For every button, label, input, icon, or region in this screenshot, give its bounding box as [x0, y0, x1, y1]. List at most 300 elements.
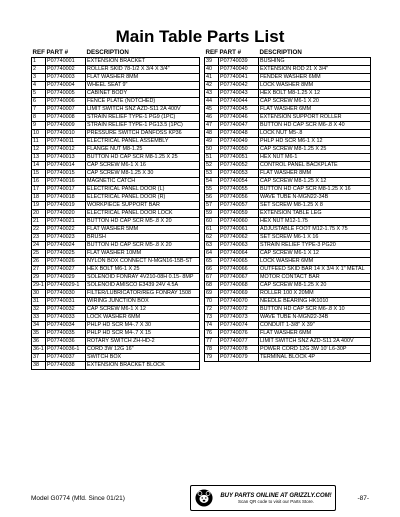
description-cell: CAP SCREW M8-1.25 X 25	[259, 146, 371, 154]
ref-cell: 9	[32, 122, 46, 130]
part-number-cell: P07740034	[46, 322, 86, 330]
ref-cell: 42	[205, 82, 219, 90]
description-cell: CAP SCREW M6-1 X 16	[86, 162, 200, 170]
description-cell: FLAT WASHER 5MM	[86, 226, 200, 234]
ref-cell: 14	[32, 162, 46, 170]
description-cell: ROLLER SKID 78-1/2 X 3/4 X 3/4"	[86, 66, 200, 74]
table-header-row	[205, 49, 371, 58]
table-row	[205, 266, 371, 274]
table-row	[32, 362, 200, 370]
table-row	[32, 354, 200, 362]
description-cell: HEX NUT M12-1.75	[259, 218, 371, 226]
table-row	[32, 74, 200, 82]
description-cell: WIRING JUNCTION BOX	[86, 298, 200, 306]
table-row	[205, 258, 371, 266]
ref-cell: 57	[205, 202, 219, 210]
description-cell: CONTROL PANEL BACKPLATE	[259, 162, 371, 170]
description-cell: WAVE TUBE N-MGN22-34B	[259, 194, 371, 202]
description-cell: MOTOR CONTACT BAR	[259, 274, 371, 282]
table-row	[32, 298, 200, 306]
description-cell: BUTTON HD CAP SCR M8-1.25 X 25	[86, 154, 200, 162]
ref-cell: 49	[205, 138, 219, 146]
description-cell: BUTTON HD CAP SCR M5-.8 X 20	[86, 242, 200, 250]
ref-cell: 68	[205, 282, 219, 290]
table-row	[32, 138, 200, 146]
ref-cell: 20	[32, 210, 46, 218]
part-number-cell: P07740007	[46, 106, 86, 114]
description-cell: WHEEL SEAT 9"	[86, 82, 200, 90]
description-cell: FLANGE NUT M8-1.25	[86, 146, 200, 154]
table-row	[205, 242, 371, 250]
table-row	[32, 114, 200, 122]
part-number-cell: P07740019	[46, 202, 86, 210]
ref-cell: 76	[205, 330, 219, 338]
description-cell: HEX BOLT M6-1 X 25	[86, 266, 200, 274]
ref-cell: 63	[205, 242, 219, 250]
table-row	[205, 186, 371, 194]
description-cell: EXTENSION ROD 21 X 3/4"	[259, 66, 371, 74]
ref-cell: 15	[32, 170, 46, 178]
ref-cell: 65	[205, 258, 219, 266]
table-row	[32, 266, 200, 274]
table-row	[32, 90, 200, 98]
description-cell: CABINET BODY	[86, 90, 200, 98]
table-row	[32, 258, 200, 266]
description-cell: FENDER WASHER 6MM	[259, 74, 371, 82]
ref-cell: 55	[205, 186, 219, 194]
part-number-cell: P07740023	[46, 234, 86, 242]
description-cell: PRESSURE SWITCH DANFOSS KP36	[86, 130, 200, 138]
part-number-cell: P07740054	[219, 178, 259, 186]
description-cell: PHLP HD SCR M4-.7 X 15	[86, 330, 200, 338]
ref-cell: 5	[32, 90, 46, 98]
part-number-cell: P07740002	[46, 66, 86, 74]
description-cell: NYLON BOX CONNECT N-MGN16-15B-ST	[86, 258, 200, 266]
table-row	[32, 234, 200, 242]
description-cell: BUTTON HD CAP SCR M8-1.25 X 16	[259, 186, 371, 194]
part-number-cell: P07740015	[46, 170, 86, 178]
table-row	[32, 82, 200, 90]
ref-cell: 40	[205, 66, 219, 74]
part-number-cell: P07740033	[46, 314, 86, 322]
table-row	[205, 290, 371, 298]
table-row	[205, 322, 371, 330]
description-cell: BRUSH	[86, 234, 200, 242]
ref-cell: 78	[205, 346, 219, 354]
ref-cell: 59	[205, 210, 219, 218]
table-row	[205, 98, 371, 106]
table-row	[205, 74, 371, 82]
table-row	[32, 314, 200, 322]
table-row	[32, 290, 200, 298]
part-number-cell: P07740068	[219, 282, 259, 290]
parts-store-banner[interactable]	[190, 485, 336, 511]
description-cell: FLAT WASHER 6MM	[259, 106, 371, 114]
ref-cell: 53	[205, 170, 219, 178]
description-cell: EXTENSION BRACKET BLOCK	[86, 362, 200, 370]
ref-header: REF	[32, 49, 45, 56]
table-row	[32, 162, 200, 170]
banner-headline: BUY PARTS ONLINE AT GRIZZLY.COM!	[220, 492, 332, 499]
part-number-cell: P07740066	[219, 266, 259, 274]
table-row	[32, 338, 200, 346]
description-cell: CAP SCREW M8-1.25 X 12	[259, 178, 371, 186]
part-number-cell: P07740036	[46, 338, 86, 346]
ref-cell: 18	[32, 194, 46, 202]
part-number-cell: P07740024	[46, 242, 86, 250]
part-number-cell: P07740044	[219, 98, 259, 106]
ref-cell: 54	[205, 178, 219, 186]
description-cell: LIMIT SWITCH SNZ AZD-S11 2A 400V	[259, 338, 371, 346]
part-number-cell: P07740027	[46, 266, 86, 274]
table-row	[32, 346, 200, 354]
ref-cell: 30	[32, 290, 46, 298]
part-number-cell: P07740064	[219, 250, 259, 258]
ref-cell: 6	[32, 98, 46, 106]
part-number-cell: P07740016	[46, 178, 86, 186]
part-number-cell: P07740037	[46, 354, 86, 362]
table-row	[205, 226, 371, 234]
ref-cell: 25	[32, 250, 46, 258]
part-number-cell: P07740013	[46, 154, 86, 162]
table-row	[32, 274, 200, 282]
page-title: Main Table Parts List	[115, 27, 285, 46]
ref-cell: 23	[32, 234, 46, 242]
ref-cell: 70	[205, 298, 219, 306]
ref-cell: 2	[32, 66, 46, 74]
description-cell: FENCE PLATE (NOTCHED)	[86, 98, 200, 106]
description-cell: WAVE TUBE N-MGN22-34B	[259, 314, 371, 322]
ref-cell: 44	[205, 98, 219, 106]
description-cell: LOCK WASHER 6MM	[86, 314, 200, 322]
part-number-cell: P07740004	[46, 82, 86, 90]
description-cell: BUSHING	[259, 58, 371, 66]
table-row	[205, 170, 371, 178]
part-number-cell: P07740025	[46, 250, 86, 258]
ref-cell: 29-1	[33, 282, 44, 288]
table-row	[32, 306, 200, 314]
part-number-cell: P07740010	[46, 130, 86, 138]
part-number-cell: P07740001	[46, 58, 86, 66]
table-row	[205, 338, 371, 346]
description-cell: ROTARY SWITCH ZH-HD-2	[86, 338, 200, 346]
part-number-cell: P07740059	[219, 210, 259, 218]
ref-cell: 11	[32, 138, 46, 146]
parts-table-left	[31, 49, 200, 370]
part-number-cell: P07740079	[219, 354, 259, 362]
ref-cell: 67	[205, 274, 219, 282]
description-cell: ELECTRICAL PANEL DOOR LOCK	[86, 210, 200, 218]
part-number-cell: P07740053	[219, 170, 259, 178]
table-row	[205, 58, 371, 66]
description-cell: CAP SCREW M6-1 X 20	[259, 98, 371, 106]
ref-cell: 43	[205, 90, 219, 98]
ref-cell: 62	[205, 234, 219, 242]
table-row	[32, 66, 200, 74]
table-row	[32, 218, 200, 226]
part-number-cell: P07740003	[46, 74, 86, 82]
description-cell: LOCK WASHER 6MM	[259, 258, 371, 266]
part-number-cell: P07740005	[46, 90, 86, 98]
part-number-cell: P07740021	[46, 218, 86, 226]
part-number-cell: P07740067	[219, 274, 259, 282]
ref-cell: 48	[205, 130, 219, 138]
description-cell: EXTENSION SUPPORT ROLLER	[259, 114, 371, 122]
table-row	[205, 178, 371, 186]
part-number-cell: P07740055	[219, 186, 259, 194]
part-number-cell: P07740043	[219, 90, 259, 98]
ref-cell: 45	[205, 106, 219, 114]
ref-cell: 1	[32, 58, 46, 66]
description-cell: HEX BOLT M8-1.25 X 12	[259, 90, 371, 98]
ref-cell: 12	[32, 146, 46, 154]
part-header: PART #	[219, 49, 242, 56]
ref-cell: 52	[205, 162, 219, 170]
ref-cell: 50	[205, 146, 219, 154]
table-row	[205, 346, 371, 354]
part-number-cell: P07740047	[219, 122, 259, 130]
description-cell: SOLENOID AMISCO E3439 24V 4.5A	[86, 282, 200, 290]
banner-subtext: Scan QR code to visit our Parts Store.	[237, 498, 315, 504]
ref-cell: 16	[32, 178, 46, 186]
part-number-cell: P07740011	[46, 138, 86, 146]
part-number-cell: P07740020	[46, 210, 86, 218]
table-row	[205, 90, 371, 98]
table-row	[205, 210, 371, 218]
table-row	[32, 226, 200, 234]
table-row	[205, 138, 371, 146]
part-number-cell: P07740030	[46, 290, 86, 298]
ref-cell: 35	[32, 330, 46, 338]
table-row	[32, 58, 200, 66]
description-cell: WORKPIECE SUPPORT BAR	[86, 202, 200, 210]
description-cell: NEEDLE BEARING HK1010	[259, 298, 371, 306]
description-cell: CAP SCREW M6-1 X 12	[86, 306, 200, 314]
description-cell: STRAIN RELIEF TYPE-1 PG9 (1PC)	[86, 114, 200, 122]
part-number-cell: P07740065	[219, 258, 259, 266]
table-row	[32, 170, 200, 178]
part-number-cell: P07740038	[46, 362, 86, 370]
ref-cell: 10	[32, 130, 46, 138]
table-row	[205, 130, 371, 138]
table-row	[205, 250, 371, 258]
ref-cell: 41	[205, 74, 219, 82]
ref-cell: 36-1	[33, 346, 44, 352]
ref-cell: 38	[32, 362, 46, 370]
part-number-cell: P07740050	[219, 146, 259, 154]
table-row	[205, 274, 371, 282]
part-number-cell: P07740018	[46, 194, 86, 202]
description-cell: CAP SCREW M8-1.25 X 30	[86, 170, 200, 178]
part-number-cell: P07740049	[219, 138, 259, 146]
description-cell: BUTTON HD CAP SCR M6-.8 X 40	[259, 122, 371, 130]
part-number-cell: P07740017	[46, 186, 86, 194]
part-number-cell: P07740062	[219, 234, 259, 242]
part-number-cell: P07740045	[219, 106, 259, 114]
ref-cell: 47	[205, 122, 219, 130]
ref-cell: 4	[32, 82, 46, 90]
description-cell: EXTENSION TABLE LEG	[259, 210, 371, 218]
ref-cell: 13	[32, 154, 46, 162]
description-header: DESCRIPTION	[259, 49, 302, 56]
part-number-cell: P07740022	[46, 226, 86, 234]
part-number-cell: P07740069	[219, 290, 259, 298]
description-cell: CONDUIT 1-3/8" X 39"	[259, 322, 371, 330]
table-row	[32, 210, 200, 218]
part-number-cell: P07740072	[219, 306, 259, 314]
ref-cell: 74	[205, 322, 219, 330]
ref-cell: 21	[32, 218, 46, 226]
table-row	[205, 314, 371, 322]
ref-cell: 72	[205, 306, 219, 314]
table-row	[32, 186, 200, 194]
part-number-cell: P07740046	[219, 114, 259, 122]
ref-cell: 7	[32, 106, 46, 114]
part-number-cell: P07740051	[219, 154, 259, 162]
part-number-cell: P07740076	[219, 330, 259, 338]
table-row	[32, 194, 200, 202]
description-cell: LOCK WASHER 8MM	[259, 82, 371, 90]
table-row	[32, 202, 200, 210]
ref-cell: 36	[32, 338, 46, 346]
table-row	[205, 122, 371, 130]
description-cell: ELECTRICAL PANEL ASSEMBLY	[86, 138, 200, 146]
description-cell: BUTTON HD CAP SCR M6-.8 X 10	[259, 306, 371, 314]
ref-cell: 46	[205, 114, 219, 122]
description-cell: HEX NUT M6-1	[259, 154, 371, 162]
part-number-cell: P07740060	[219, 218, 259, 226]
ref-cell: 51	[205, 154, 219, 162]
part-number-cell: P07740056	[219, 194, 259, 202]
part-number-cell: P07740063	[219, 242, 259, 250]
ref-cell: 37	[32, 354, 46, 362]
ref-cell: 27	[32, 266, 46, 274]
part-number-cell: P07740006	[46, 98, 86, 106]
part-number-cell: P07740048	[219, 130, 259, 138]
table-row	[205, 234, 371, 242]
part-number-cell: P07740074	[219, 322, 259, 330]
table-row	[205, 282, 371, 290]
description-cell: CAP SCREW M8-1.25 X 20	[259, 282, 371, 290]
description-cell: TERMINAL BLOCK 4P	[259, 354, 371, 362]
ref-cell: 73	[205, 314, 219, 322]
ref-cell: 32	[32, 306, 46, 314]
part-number-cell: P07740009	[46, 122, 86, 130]
description-cell: FLAT WASHER 10MM	[86, 250, 200, 258]
table-row	[205, 154, 371, 162]
part-number-cell: P07740041	[219, 74, 259, 82]
part-number-cell: P07740035	[46, 330, 86, 338]
model-footer: Model G0774 (Mfd. Since 01/21)	[31, 495, 125, 502]
description-cell: STRAIN RELIEF TYPE-1 PG13.5 (1PC)	[86, 122, 200, 130]
page-number: -87-	[357, 495, 369, 502]
part-number-cell: P07740039	[219, 58, 259, 66]
part-number-cell: P07740036-1	[46, 346, 86, 354]
table-row	[32, 98, 200, 106]
part-number-cell: P07740026	[46, 258, 86, 266]
ref-cell: 66	[205, 266, 219, 274]
description-cell: EXTENSION BRACKET	[86, 58, 200, 66]
table-row	[32, 250, 200, 258]
part-number-cell: P07740029	[46, 274, 86, 282]
description-cell: FLAT WASHER 8MM	[259, 170, 371, 178]
description-cell: ADJUSTABLE FOOT M12-1.75 X 75	[259, 226, 371, 234]
description-cell: PHLP HD SCR M6-1 X 12	[259, 138, 371, 146]
description-cell: ELECTRICAL PANEL DOOR (L)	[86, 186, 200, 194]
description-cell: MAGNETIC CATCH	[86, 178, 200, 186]
table-header-row	[32, 49, 200, 58]
description-cell: OUTFEED SKID BAR 14 X 3/4 X 1" METAL	[259, 266, 371, 274]
description-cell: LIMIT SWITCH SNZ AZD-S11 2A 400V	[86, 106, 200, 114]
description-cell: ROLLER 100 X 20MM	[259, 290, 371, 298]
part-number-cell: P07740012	[46, 146, 86, 154]
part-header: PART #	[46, 49, 69, 56]
part-number-cell: P07740032	[46, 306, 86, 314]
part-number-cell: P07740078	[219, 346, 259, 354]
ref-cell: 77	[205, 338, 219, 346]
table-row	[32, 330, 200, 338]
table-row	[205, 306, 371, 314]
table-row	[32, 322, 200, 330]
table-row	[205, 162, 371, 170]
table-row	[32, 146, 200, 154]
table-row	[205, 66, 371, 74]
ref-header: REF	[205, 49, 218, 56]
ref-cell: 69	[205, 290, 219, 298]
table-row	[32, 242, 200, 250]
description-cell: BUTTON HD CAP SCR M5-.8 X 20	[86, 218, 200, 226]
description-cell: LOCK NUT M5-.8	[259, 130, 371, 138]
description-cell: ELECTRICAL PANEL DOOR (R)	[86, 194, 200, 202]
part-number-cell: P07740073	[219, 314, 259, 322]
ref-cell: 39	[205, 58, 219, 66]
part-number-cell: P07740042	[219, 82, 259, 90]
ref-cell: 64	[205, 250, 219, 258]
description-cell: FLAT WASHER 8MM	[86, 74, 200, 82]
ref-cell: 33	[32, 314, 46, 322]
part-number-cell: P07740061	[219, 226, 259, 234]
part-number-cell: P07740077	[219, 338, 259, 346]
grizzly-bear-logo-icon	[195, 489, 213, 507]
description-cell: POWER CORD 12G 3W 10' L6-30P	[259, 346, 371, 354]
ref-cell: 8	[32, 114, 46, 122]
description-cell: STRAIN RELIEF TYPE-3 PG20	[259, 242, 371, 250]
part-number-cell: P07740029-1	[46, 282, 86, 290]
table-row	[205, 82, 371, 90]
ref-cell: 3	[32, 74, 46, 82]
parts-table-right	[204, 49, 371, 362]
ref-cell: 24	[32, 242, 46, 250]
description-cell: FILTER/LUBRICATOR/REG FONRAY 1508	[86, 290, 200, 298]
description-cell: PHLP HD SCR M4-.7 X 30	[86, 322, 200, 330]
table-row	[32, 130, 200, 138]
part-number-cell: P07740052	[219, 162, 259, 170]
table-row	[32, 282, 200, 290]
table-row	[205, 202, 371, 210]
ref-cell: 29	[32, 274, 46, 282]
description-cell: CORD 3W 12G 16"	[86, 346, 200, 354]
ref-cell: 79	[205, 354, 219, 362]
description-cell: SOLENOID FONRAY 4V210-08H 0.15- 8MP	[86, 274, 200, 282]
table-row	[205, 106, 371, 114]
table-row	[205, 330, 371, 338]
table-row	[205, 114, 371, 122]
ref-cell: 22	[32, 226, 46, 234]
part-number-cell: P07740008	[46, 114, 86, 122]
part-number-cell: P07740040	[219, 66, 259, 74]
ref-cell: 17	[32, 186, 46, 194]
description-header: DESCRIPTION	[86, 49, 129, 56]
